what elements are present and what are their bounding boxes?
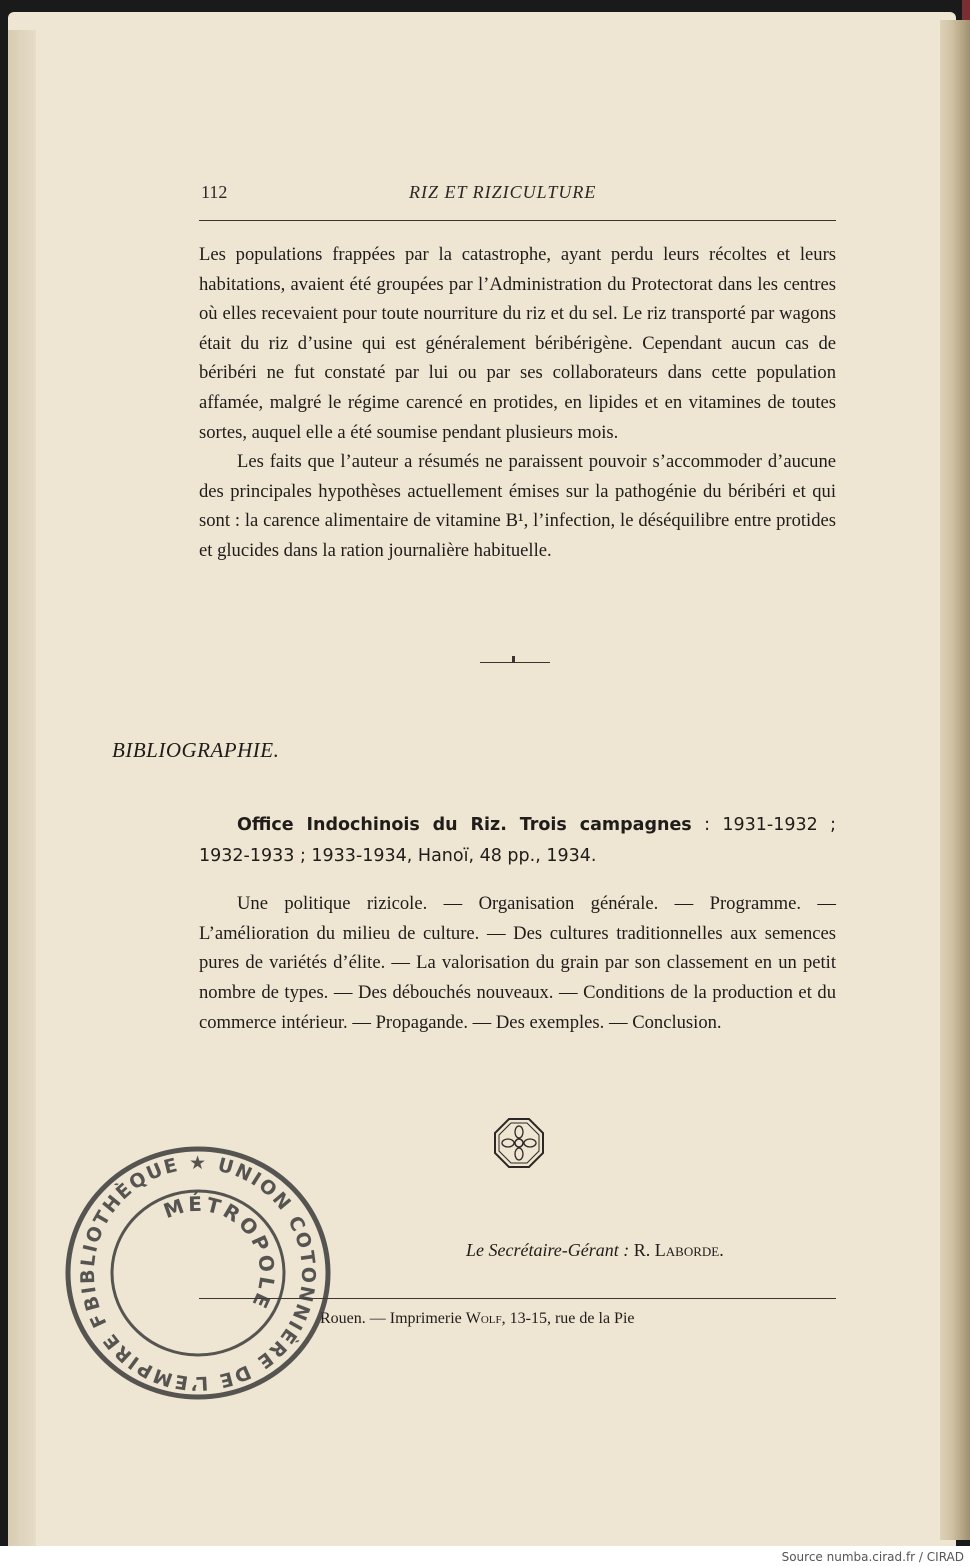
entry-summary: Une politique rizicole. — Organisation générale. — Programme. — L’amélioration du milieu de culture. — Des cultures traditionnelles aux semences pures de variétés d’élite. — La valorisation du grain par son classement en un petit nombre de types. — Des débouchés nouveaux. — Conditions de la production et du commerce intérieur. — Propagande. — Des exemples. — Conclusion. [199, 893, 836, 1033]
paragraph-2: Les faits que l’auteur a résumés ne paraissent pouvoir s’accommoder d’aucune des principales hypothèses actuellement émises sur la pathogénie du béribéri et qui sont : la carence alimentaire de vitamine B¹, l’infection, le déséquilibre entre protides et glucides dans la ration journalière habituelle. [199, 451, 836, 561]
page-number: 112 [201, 182, 228, 202]
signature-line [466, 1240, 724, 1261]
page-stack-edge [940, 20, 970, 1540]
stamp-inner-text: MÉTROPOLE [160, 1191, 280, 1315]
imprint-address: , 13-15, rue de la Pie [501, 1310, 635, 1327]
bibliography-heading: BIBLIOGRAPHIE. [112, 738, 280, 762]
svg-text:MÉTROPOLE [156, 1161, 304, 1334]
page-left-edge [8, 30, 36, 1546]
entry-title: Office Indochinois du Riz. Trois campagnes [237, 815, 692, 835]
signature-role: Le Secrétaire-Gérant : [466, 1240, 634, 1260]
running-title: RIZ ET RIZICULTURE [409, 182, 597, 202]
signature-name: R. Laborde. [633, 1240, 724, 1260]
ornament-icon [493, 1117, 545, 1169]
bibliography-entry [199, 810, 836, 871]
article-body [199, 240, 836, 566]
paragraph-1: Les populations frappées par la catastrophe, ayant perdu leurs récoltes et leurs habitations, avaient été groupées par l’Administration du Protectorat dans les centres où elles recevaient pour toute nourriture du riz et du sel. Le riz transporté par wagons était du riz d’usine qui est généralement béribérigène. Cependant aucun cas de béribéri ne fut constaté par lui ou par ses collaborateurs dans cette population affamée, malgré le régime carencé en protides, en lipides et en vitamines de toutes sortes, auquel elle a été soumise pendant plusieurs mois. [199, 244, 836, 443]
svg-text:BIBLIOTHÈQUE ★ UNION COTONNIÈR [62, 1143, 334, 1403]
edge-tab [962, 0, 970, 20]
printer-imprint [320, 1310, 635, 1328]
section-divider [480, 662, 550, 663]
library-stamp [62, 1143, 334, 1403]
running-header [199, 180, 836, 221]
imprint-prefix: Rouen. — Imprimerie [320, 1310, 466, 1327]
entry-details: : 1931-1932 ; 1932-1933 ; 1933-1934, Hanoï, 48 pp., 1934. [199, 815, 836, 866]
divider-mark [512, 656, 515, 662]
bibliography-section [199, 810, 836, 1037]
source-credit: Source numba.cirad.fr / CIRAD [781, 1550, 964, 1564]
stamp-outer-text: BIBLIOTHÈQUE ★ UNION COTONNIÈRE DE L’EMPIRE FRANÇAIS [76, 1151, 320, 1395]
imprint-printer: Wolf [465, 1310, 502, 1327]
